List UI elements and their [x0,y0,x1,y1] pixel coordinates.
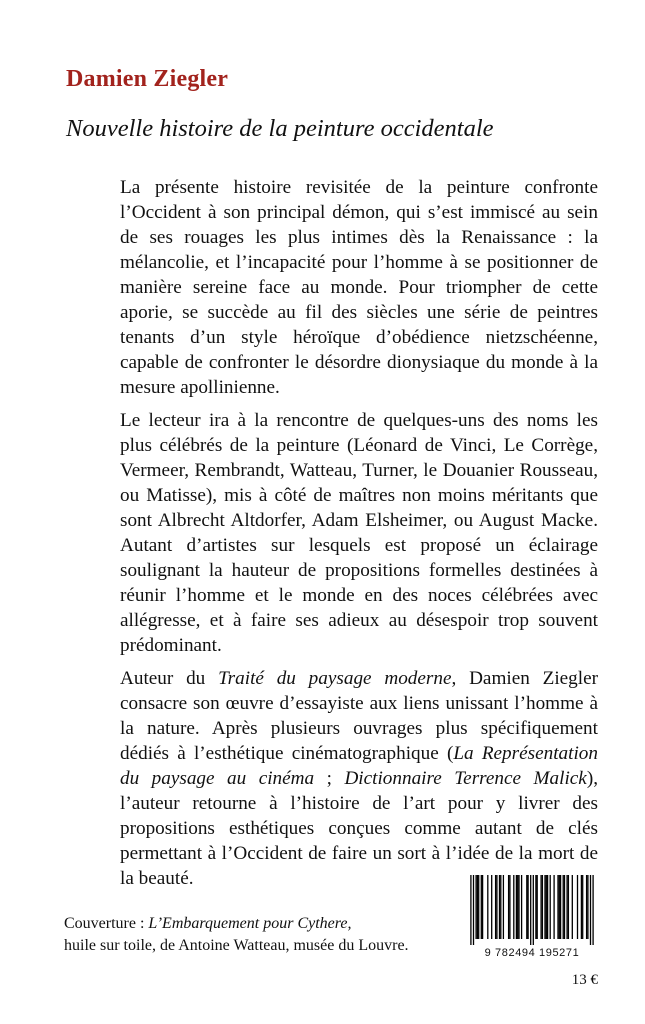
barcode-bar [527,875,528,939]
barcode-bar [586,875,587,939]
barcode-bar [513,875,514,939]
summary-paragraph-2: Le lecteur ira à la rencontre de quelques-uns des noms les plus célébrés de la peinture (Léonard de Vinci, Le Corrège, Vermeer, Rembrandt, Watteau, Turner, le Douanier Rousseau, ou Matisse), mis à côté de maîtres non moins méritants que sont Albrecht Altdorfer, Adam Elsheimer, ou August Macke. Autant d’artistes sur lesquels est proposé un éclairage soulignant la hauteur de propositions formelles destinées à réunir l’homme et le monde en des noces célébrées avec allégresse, et à faire ses adieux au désespoir trop souvent prédominant. [120,410,598,656]
barcode-bar [592,875,593,945]
barcode-bar [550,875,551,939]
barcode-bar [553,875,554,939]
bio-title-traite: Traité du paysage moderne [218,668,452,689]
barcode-bar [566,875,567,939]
isbn-number: 9 782494 195271 [484,947,580,959]
barcode-bar [535,875,536,939]
credit-artwork-title: L’Embarquement pour Cythere, [148,915,352,932]
credit-line-1 [64,913,409,935]
barcode-bar [577,875,578,939]
bio-text-3: ; [314,768,345,789]
barcode-bar [470,875,471,945]
bio-text-2: , Damien Ziegler consacre son œuvre d’essayiste aux liens unissant l’homme à la nature. Après plusieurs ouvrages plus spécifiquement dédiés à l’esthétique cinématographique ( [120,668,598,764]
barcode-bar [503,875,504,939]
book-title: Nouvelle histoire de la peinture occidentale [66,115,494,142]
author-bio-paragraph [120,666,598,891]
back-cover-text [120,175,598,899]
barcode-bar [509,875,510,939]
credit-line-2: huile sur toile, de Antoine Watteau, musée du Louvre. [64,937,409,954]
barcode-bar [547,875,548,939]
barcode-bar [496,875,497,939]
credit-prefix: Couverture : [64,915,149,932]
barcode-bar [540,875,541,939]
barcode-bar [495,875,496,939]
barcode-bar [518,875,519,939]
summary-paragraph-1: La présente histoire revisitée de la peinture confronte l’Occident à son principal démon, qui s’est immiscé au sein de ses rouages les plus intimes dès la Renaissance : la mélancolie, et l’incapacité pour l’homme à se positionner de manière sereine face au monde. Pour triompher de cette aporie, se succède au fil des siècles une série de peintres tenants d’un style héroïque d’obédience nietzschéenne, capable de confronter le désordre dionysiaque du monde à la mesure apollinienne. [120,177,598,398]
barcode-bar [526,875,527,939]
barcode-bar [473,875,474,945]
barcode-bar [516,875,517,939]
barcode-bar [568,875,569,939]
barcode-bar [581,875,582,939]
barcode-bar [517,875,518,939]
bio-title-dictionnaire: Dictionnaire Terrence Malick [344,768,587,789]
barcode-bar [559,875,560,939]
barcode-bar [537,875,538,939]
barcode-bar [557,875,558,939]
barcode-bar [482,875,483,939]
cover-credit [64,913,409,957]
price: 13 € [571,972,598,988]
barcode-bar [587,875,588,939]
barcode-bars [466,873,598,947]
barcode-bar [572,875,573,939]
bio-text-1: Auteur du [120,668,219,689]
barcode-bar [530,875,531,945]
barcode-bar [478,875,479,939]
barcode-bar [521,875,522,939]
bio-text-4: ), l’auteur retourne à l’histoire de l’art pour y livrer des propositions esthétiques conçues comme autant de clés permettant à l’Occident de faire un sort à l’idée de la mort de la beauté. [120,768,598,889]
barcode-bar [491,875,492,939]
barcode-bar [500,875,501,939]
barcode-bar [582,875,583,939]
barcode-bar [546,875,547,939]
barcode-bar [487,875,488,939]
barcode-bar [477,875,478,939]
barcode-bar [564,875,565,939]
barcode-bar [481,875,482,939]
barcode-bar [590,875,591,945]
barcode-bar [542,875,543,939]
barcode-bar [508,875,509,939]
barcode-bar [533,875,534,945]
barcode-bar [499,875,500,939]
barcode-bar [475,875,476,939]
bio-title-representation: La Représentation du paysage au cinéma [120,743,598,789]
barcode-bar [544,875,545,939]
barcode-bar [560,875,561,939]
author-name: Damien Ziegler [66,66,229,92]
barcode-bar [563,875,564,939]
